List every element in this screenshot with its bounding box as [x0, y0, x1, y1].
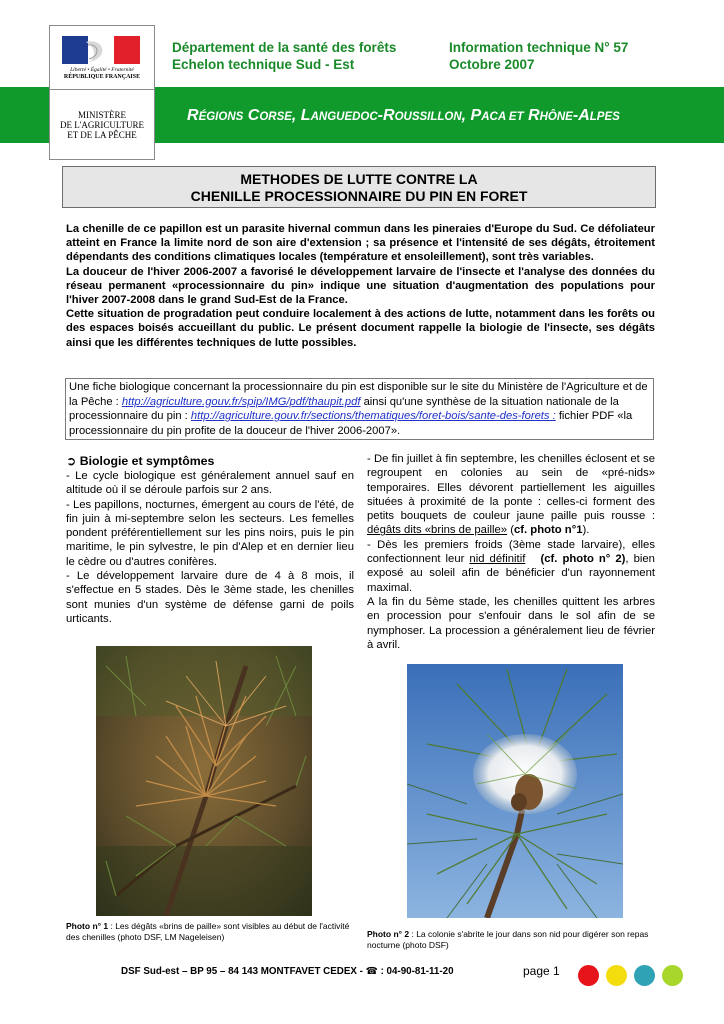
photo-1-reference: cf. photo n°1 — [513, 524, 583, 537]
biology-paragraph: - Le cycle biologique est généralement annuel sauf en altitude où il se déroule parfois sur 2 ans. — [66, 470, 354, 497]
info-box-text: Une fiche biologique concernant la processionnaire du pin est disponible sur le site du Ministère de l'Agriculture et de la Pêche : http://agriculture.gouv.fr/spip/IMG/pdf/thaupit.pdf ainsi qu'une synthèse de la situation nationale de la processionnaire du pin : http://agriculture.gouv.fr/sections/thematiques/foret-bois/sante-des-forets : fichier PDF «la processionnaire du pin profite de la douceur de l'hiver 2006-2007». — [69, 381, 648, 437]
info-box — [65, 378, 654, 440]
ministere-line-2: DE L'AGRICULTURE — [59, 120, 145, 130]
biology-left-column — [66, 453, 354, 626]
biology-paragraph: - Dès les premiers froids (3ème stade larvaire), elles confectionnent leur nid définitif (cf. photo n° 2), bien exposé au soleil afin de bénéficier d'un rayonnement maximal. — [367, 538, 655, 594]
intro-paragraph: La douceur de l'hiver 2006-2007 a favorisé le développement larvaire de l'insecte et l'analyse des données du réseau permanent «processionnaire du pin» indique une situation d'augmentation des populations pour l'hiver 2007-2008 dans le grand Sud-Est de la France. — [66, 265, 655, 307]
department-name: Département de la santé des forêts — [172, 40, 397, 55]
info-tech-number: Information technique N° 57 — [449, 40, 629, 55]
logo-ministere — [50, 110, 154, 140]
title-line-1: METHODES DE LUTTE CONTRE LA — [240, 171, 478, 187]
red-dot-icon — [578, 965, 599, 986]
biology-heading: ➲ Biologie et symptômes — [66, 454, 215, 468]
photo-2-nest — [407, 664, 623, 918]
intro-paragraphs — [66, 222, 655, 350]
biology-paragraph: - De fin juillet à fin septembre, les chenilles éclosent et se regroupent en colonies au sein de «pré-nids» temporaires. Elles dévorent partiellement les aiguilles situées à proximité de la ponte : celles-ci forment des petits bouquets de couleur jaune paille puis rousse : dégâts dits «brins de paille» (cf. photo n°1). — [367, 453, 655, 537]
intro-paragraph: La chenille de ce papillon est un parasite hivernal commun dans les pineraies d'Europe du Sud. Ce défoliateur atteint en France la limite nord de son aire d'extension ; sa présence et l'intensité de ses dégâts, étroitement dépendants des conditions climatiques locales (température et ensoleillement), sont très variables. — [66, 223, 655, 264]
yellow-dot-icon — [606, 965, 627, 986]
issue-date: Octobre 2007 — [449, 57, 535, 72]
teal-dot-icon — [634, 965, 655, 986]
sante-forets-link[interactable]: http://agriculture.gouv.fr/sections/thematiques/foret-bois/sante-des-forets : — [190, 410, 556, 423]
photo-2-caption: Photo n° 2 : La colonie s'abrite le jour dans son nid pour digérer son repas nocturne (photo DSF) — [367, 929, 649, 950]
biology-right-column — [367, 452, 655, 652]
photo-1-caption: Photo n° 1 : Les dégâts «brins de paille» sont visibles au début de l'activité des chenilles (photo DSF, LM Nageleisen) — [66, 921, 350, 942]
intro-paragraph: Cette situation de progradation peut conduire localement à des actions de lutte, notamment dans les forêts ou des espaces boisés accueillant du public. Le présent document rappelle la biologie de l'insecte, ses dégâts ainsi que les différentes techniques de lutte possibles. — [66, 308, 655, 349]
arrow-bullet-icon: ➲ — [66, 454, 77, 468]
footer-address: DSF Sud-est – BP 95 – 84 143 MONTFAVET CEDEX - ☎ : 04-90-81-11-20 — [121, 966, 454, 977]
ministere-line-1: MINISTÈRE — [78, 110, 126, 120]
page-number: page 1 — [523, 964, 560, 978]
title-line-2: CHENILLE PROCESSIONNAIRE DU PIN EN FORET — [190, 188, 528, 204]
marianne-logo-icon — [62, 36, 140, 64]
phone-icon: ☎ — [365, 966, 378, 977]
logo-republique-francaise: RÉPUBLIQUE FRANÇAISE — [63, 74, 141, 80]
photo-2-reference: (cf. photo n° 2) — [540, 553, 626, 566]
ministere-line-3: ET DE LA PÊCHE — [67, 130, 137, 140]
biology-paragraph: - Les papillons, nocturnes, émergent au cours de l'été, de fin juin à mi-septembre selon les secteurs. Les femelles pondent préférentiellement sur les pins noirs, puis le pin maritime, le pin sylvestre, le pin d'Alep et en dernier lieu le cèdre ou d'autres conifères. — [66, 498, 354, 568]
biology-paragraph: A la fin du 5ème stade, les chenilles quittent les arbres en procession pour s'enfouir dans le sol afin de se nymphoser. La procession a généralement lieu de février à avril. — [367, 595, 655, 651]
lime-dot-icon — [662, 965, 683, 986]
photo-1-straw-damage — [96, 646, 312, 916]
document-title-box — [62, 166, 656, 208]
logo-motto: Liberté • Égalité • Fraternité — [70, 67, 134, 73]
logo-divider — [50, 89, 154, 90]
regions-heading: RÉGIONS CORSE, LANGUEDOC-ROUSSILLON, PACA ET RHÔNE-ALPES — [187, 107, 620, 124]
republique-logo-block — [49, 25, 155, 160]
ministry-fiche-link[interactable]: http://agriculture.gouv.fr/spip/IMG/pdf/thaupit.pdf — [121, 395, 361, 408]
biology-paragraph: - Le développement larvaire dure de 4 à 8 mois, il s'effectue en 5 stades. Dès le 3ème stade, les chenilles sont munies d'un système de défense garni de poils urticants. — [66, 570, 354, 625]
echelon-name: Echelon technique Sud - Est — [172, 57, 355, 72]
